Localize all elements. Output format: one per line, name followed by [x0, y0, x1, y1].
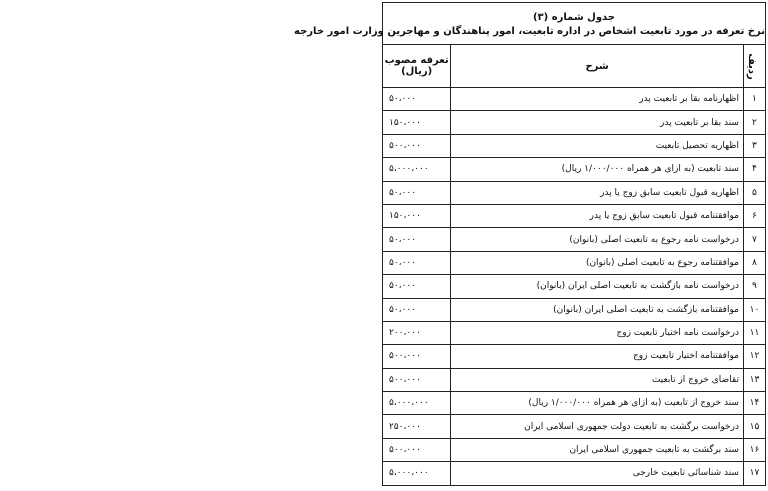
tariff-table-container: [294, 2, 766, 490]
row-number: ۱۶: [743, 438, 765, 461]
row-fee: ۵،۰۰۰،۰۰۰: [383, 462, 451, 485]
row-description: درخواست نامه بازگشت به تابعیت اصلی ایران (بانوان): [451, 275, 744, 298]
table-row: [383, 392, 766, 415]
row-description: سند تابعیت (به ازای هر همراه ۱/۰۰۰/۰۰۰ ریال): [451, 158, 744, 181]
header-row-number: [743, 45, 765, 88]
row-fee: ۵۰،۰۰۰: [383, 181, 451, 204]
row-fee: ۵۰،۰۰۰: [383, 228, 451, 251]
row-number: ۱۷: [743, 462, 765, 485]
row-number: ۱۳: [743, 368, 765, 391]
header-description: شرح: [451, 45, 744, 88]
row-description: درخواست برگشت به تابعیت دولت جمهوری اسلامی ایران: [451, 415, 744, 438]
row-number: ۴: [743, 158, 765, 181]
table-body: [383, 88, 766, 486]
row-number: ۲: [743, 111, 765, 134]
row-description: سند خروج از تابعیت (به ازای هر همراه ۱/۰۰۰/۰۰۰ ریال): [451, 392, 744, 415]
header-fee-line2: (ریال): [401, 66, 433, 77]
table-title-line1: جدول شماره (۳): [532, 12, 616, 23]
table-row: [383, 298, 766, 321]
table-row: [383, 438, 766, 461]
row-number: ۱: [743, 88, 765, 111]
row-fee: ۵۰۰،۰۰۰: [383, 368, 451, 391]
row-fee: ۵۰،۰۰۰: [383, 251, 451, 274]
row-fee: ۱۵۰،۰۰۰: [383, 111, 451, 134]
row-description: سند برگشت به تابعیت جمهوری اسلامی ایران: [451, 438, 744, 461]
row-number: ۱۴: [743, 392, 765, 415]
header-fee-line1: تعرفه مصوب: [384, 55, 449, 66]
header-fee: [383, 45, 451, 88]
row-description: اظهاریه قبول تابعیت سابق زوج یا پدر: [451, 181, 744, 204]
row-number: ۸: [743, 251, 765, 274]
row-description: موافقتنامه اختیار تابعیت زوج: [451, 345, 744, 368]
row-number: ۷: [743, 228, 765, 251]
row-number: ۱۰: [743, 298, 765, 321]
row-description: سند بقا بر تابعیت پدر: [451, 111, 744, 134]
row-fee: ۵،۰۰۰،۰۰۰: [383, 392, 451, 415]
table-row: [383, 204, 766, 227]
row-fee: ۵۰،۰۰۰: [383, 275, 451, 298]
table-row: [383, 181, 766, 204]
row-description: اظهاریه تحصیل تابعیت: [451, 134, 744, 157]
row-description: درخواست نامه اختیار تابعیت زوج: [451, 321, 744, 344]
row-number: ۳: [743, 134, 765, 157]
row-description: درخواست نامه رجوع به تابعیت اصلی (بانوان): [451, 228, 744, 251]
table-row: [383, 415, 766, 438]
row-fee: ۵،۰۰۰،۰۰۰: [383, 158, 451, 181]
row-description: موافقتنامه رجوع به تابعیت اصلی (بانوان): [451, 251, 744, 274]
row-fee: ۵۰۰،۰۰۰: [383, 134, 451, 157]
row-description: موافقتنامه قبول تابعیت سابق زوج یا پدر: [451, 204, 744, 227]
row-number: ۱۲: [743, 345, 765, 368]
row-description: تقاضای خروج از تابعیت: [451, 368, 744, 391]
row-fee: ۵۰،۰۰۰: [383, 88, 451, 111]
row-fee: ۵۰۰،۰۰۰: [383, 345, 451, 368]
table-row: [383, 321, 766, 344]
row-fee: ۲۵۰،۰۰۰: [383, 415, 451, 438]
table-row: [383, 228, 766, 251]
row-fee: ۱۵۰،۰۰۰: [383, 204, 451, 227]
row-number: ۶: [743, 204, 765, 227]
row-number: ۱۵: [743, 415, 765, 438]
tariff-table: [294, 2, 766, 486]
table-row: [383, 368, 766, 391]
row-fee: ۵۰،۰۰۰: [383, 298, 451, 321]
row-description: اظهارنامه بقا بر تابعیت پدر: [451, 88, 744, 111]
row-description: سند شناسائی تابعیت خارجی: [451, 462, 744, 485]
table-row: [383, 158, 766, 181]
table-row: [383, 462, 766, 485]
table-row: [383, 111, 766, 134]
row-fee: ۲۰۰،۰۰۰: [383, 321, 451, 344]
row-number: ۱۱: [743, 321, 765, 344]
table-row: [383, 88, 766, 111]
table-row: [383, 345, 766, 368]
table-row: [383, 134, 766, 157]
row-number: ۵: [743, 181, 765, 204]
table-title-line2: نرخ تعرفه در مورد تابعیت اشخاص در اداره تابعیت، امور پناهندگان و مهاجرین وزارت امور خارجه: [294, 26, 765, 37]
row-description: موافقتنامه بازگشت به تابعیت اصلی ایران (بانوان): [451, 298, 744, 321]
table-title: [294, 3, 766, 45]
row-number: ۹: [743, 275, 765, 298]
row-fee: ۵۰۰،۰۰۰: [383, 438, 451, 461]
header-row-number-label: ردیف: [746, 52, 758, 80]
table-row: [383, 275, 766, 298]
table-row: [383, 251, 766, 274]
